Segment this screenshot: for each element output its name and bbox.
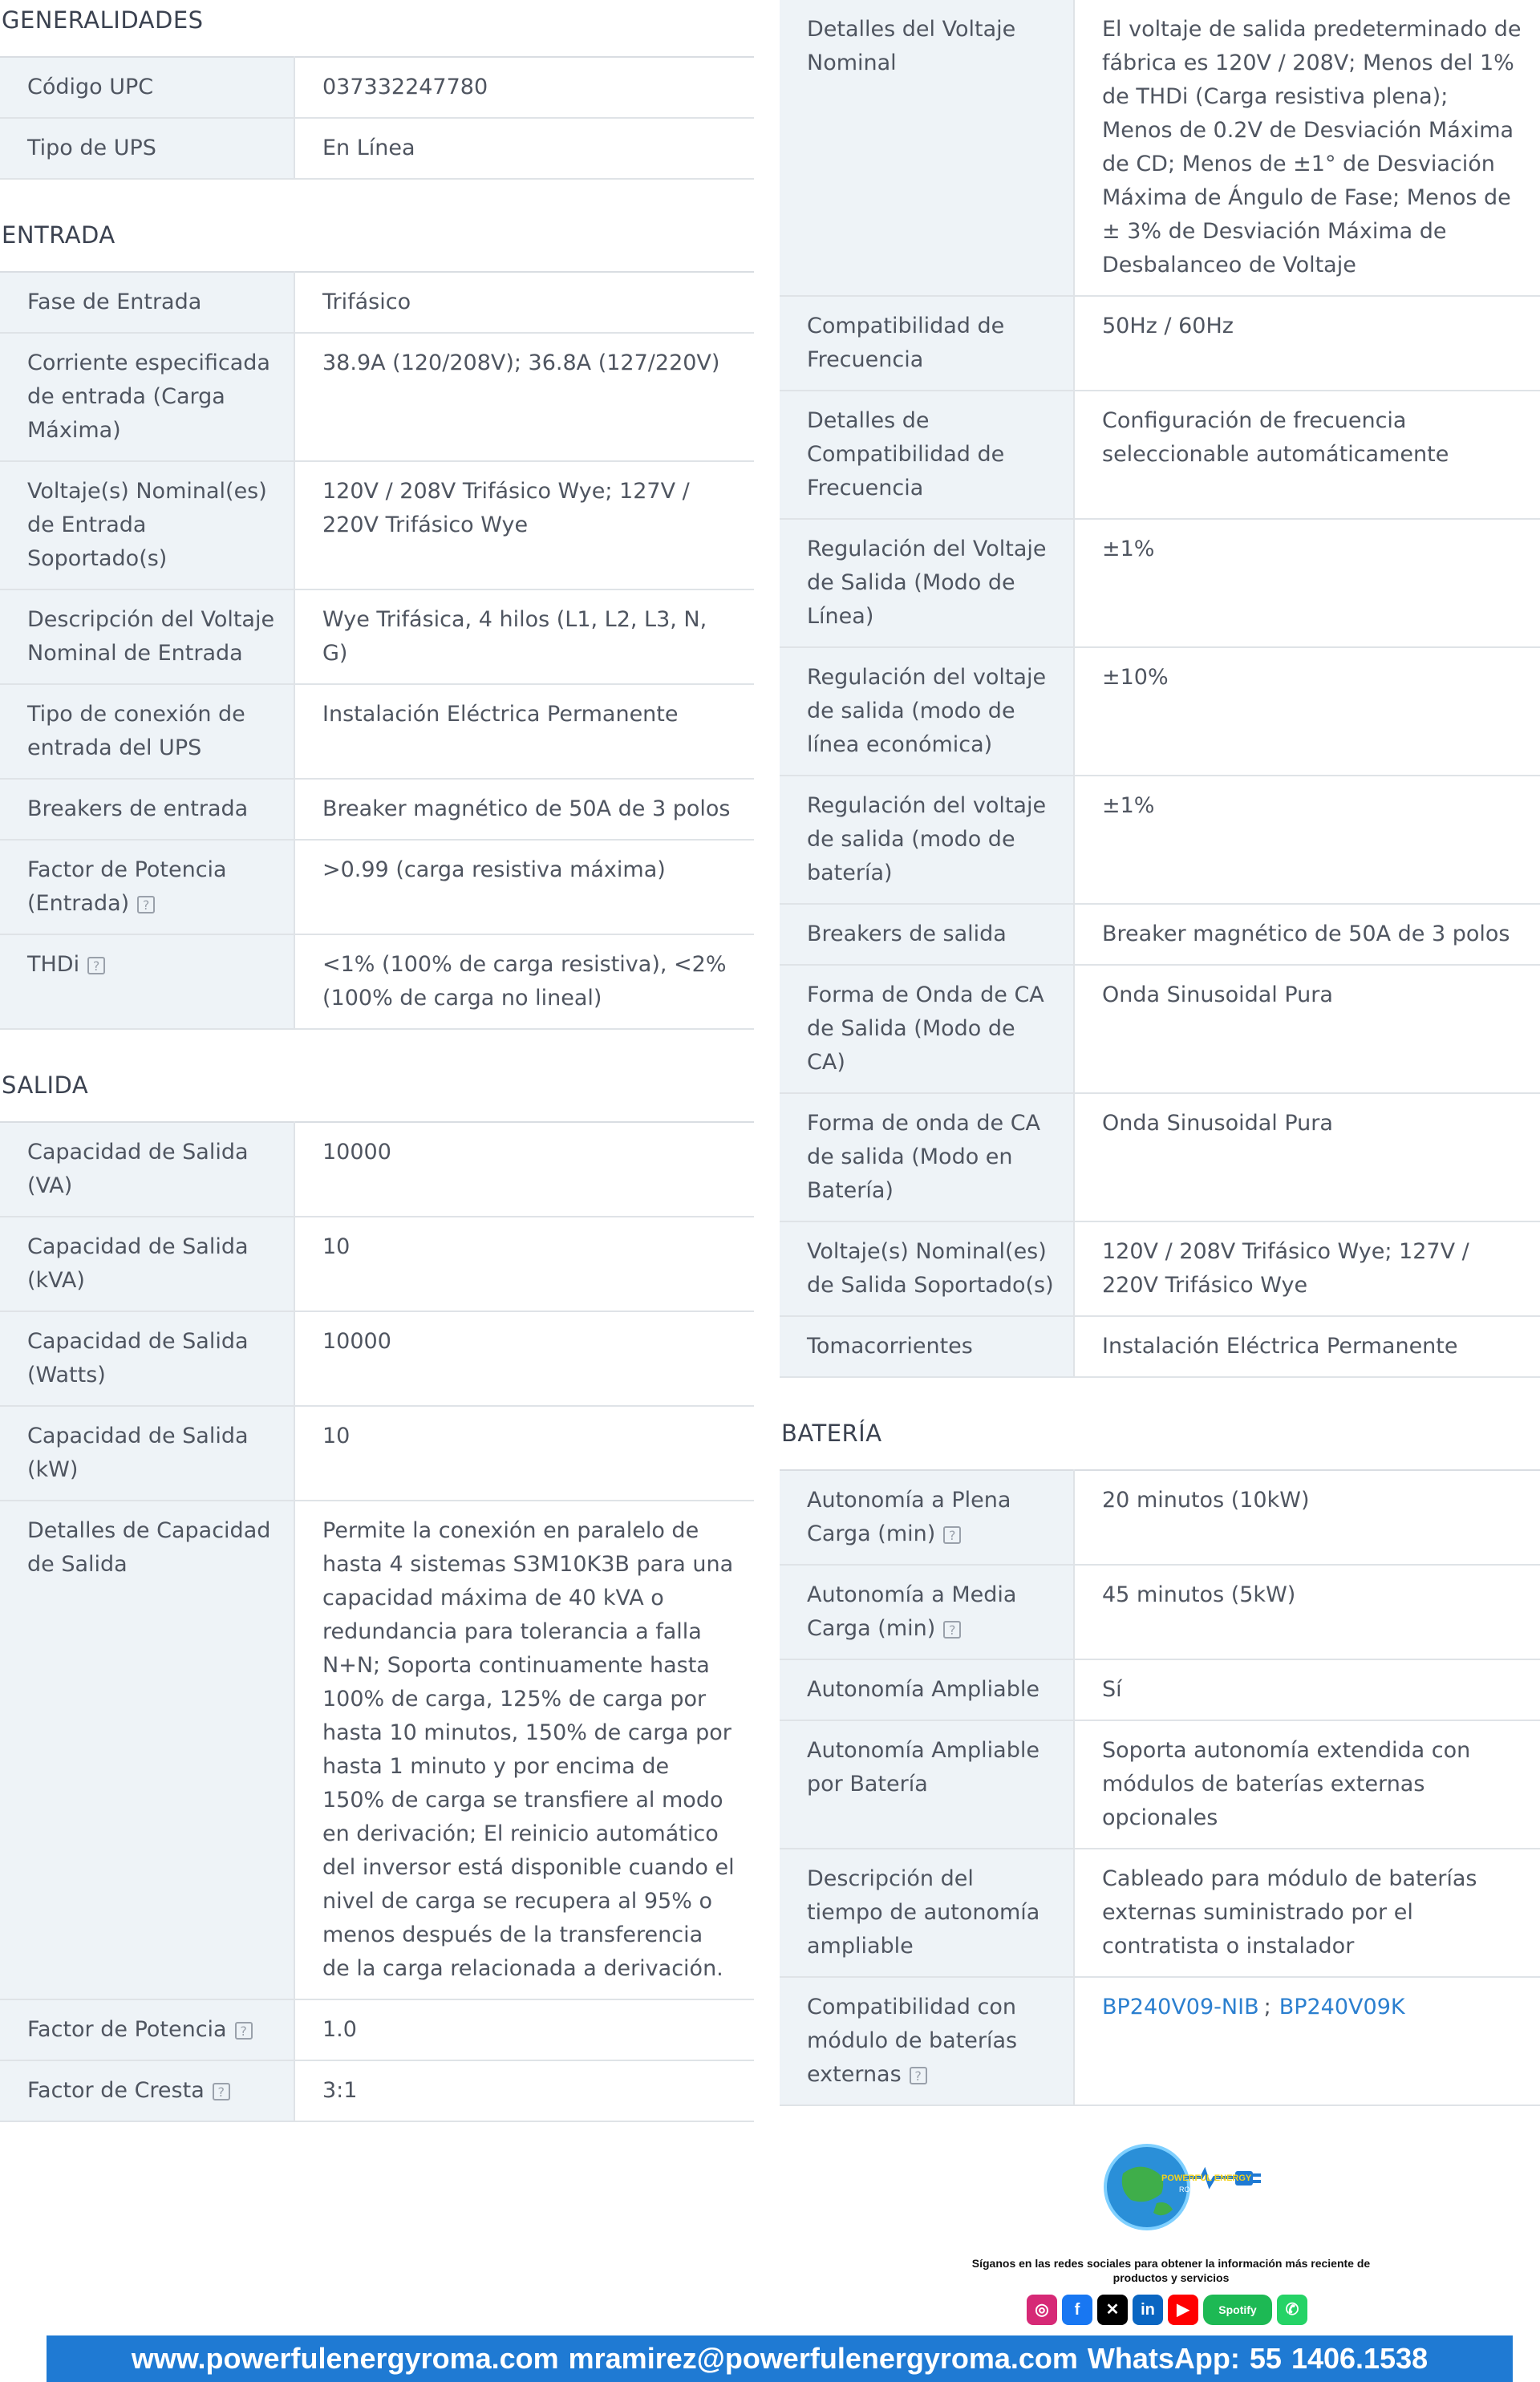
spec-value: 120V / 208V Trifásico Wye; 127V / 220V Trifásico Wye [1102, 1239, 1469, 1298]
spec-value: 10 [322, 1234, 351, 1259]
help-icon[interactable]: ? [87, 957, 105, 974]
spec-value-cell [1074, 0, 1540, 296]
spec-value-cell [1074, 1565, 1540, 1659]
social-icons [1027, 2295, 1307, 2330]
spec-row [780, 296, 1540, 391]
spec-label: Código UPC [27, 75, 154, 99]
spec-row [0, 57, 754, 118]
spec-label: Regulación del Voltaje de Salida (Modo de Línea) [807, 537, 1047, 629]
company-logo [1067, 2129, 1275, 2258]
battery-module-link-bp240v09-nib[interactable]: BP240V09-NIB [1102, 1995, 1259, 2019]
spec-value: 10 [322, 1424, 351, 1448]
spec-label: Voltaje(s) Nominal(es) de Salida Soportado(s) [807, 1239, 1054, 1298]
spec-value: 10000 [322, 1140, 391, 1165]
spec-value: Configuración de frecuencia seleccionable automáticamente [1102, 408, 1449, 467]
spec-value-cell [1074, 776, 1540, 904]
spec-label-cell [780, 1849, 1074, 1977]
spec-label-cell [0, 272, 294, 333]
spec-row [0, 272, 754, 333]
spec-value-cell [1074, 1977, 1540, 2105]
spec-value: ±1% [1102, 537, 1155, 561]
spec-label-cell [780, 1977, 1074, 2105]
spec-value-cell [294, 1406, 754, 1501]
spec-value: Permite la conexión en paralelo de hasta 4 sistemas S3M10K3B para una capacidad máxima de 40 kVA o redundancia para tolerancia a falla N+N; Soporta continuamente hasta 100% de carga, 125% de carga por hasta 10 minutos, 150% de carga por hasta 1 minuto y por encima de 150% de carga se transfiere al modo en derivación; El reinicio automático del inversor está disponible cuando el nivel de carga se recupera al 95% o menos después de la transferencia de la carga relacionada a derivación. [322, 1518, 735, 1981]
facebook-icon[interactable]: f [1062, 2295, 1092, 2325]
spec-label-cell [0, 684, 294, 779]
spec-value: Cableado para módulo de baterías externas suministrado por el contratista o instalador [1102, 1866, 1477, 1959]
instagram-icon[interactable]: ◎ [1027, 2295, 1057, 2325]
spec-label-cell [780, 647, 1074, 776]
spec-row [780, 1659, 1540, 1720]
spec-table-salida-continuacion [780, 0, 1540, 1378]
spec-label: THDi [27, 952, 80, 977]
spec-row [0, 684, 754, 779]
spec-label-cell [780, 1093, 1074, 1221]
spec-value: <1% (100% de carga resistiva), <2% (100% de carga no lineal) [322, 952, 727, 1011]
spec-table-generalidades [0, 56, 754, 180]
spec-label: Tipo de UPS [27, 136, 156, 160]
spotify-icon[interactable]: Spotify [1203, 2295, 1272, 2325]
help-icon[interactable]: ? [910, 2067, 927, 2084]
spec-label: Regulación del voltaje de salida (modo de batería) [807, 793, 1047, 885]
spec-value: El voltaje de salida predeterminado de fábrica es 120V / 208V; Menos del 1% de THDi (Carga resistiva plena); Menos de 0.2V de Desviación Máxima de CD; Menos de ±1° de Desviación Máxima de Ángulo de Fase; Menos de ± 3% de Desviación Máxima de Desbalanceo de Voltaje [1102, 17, 1522, 277]
spec-row [780, 1470, 1540, 1565]
spec-label-cell [0, 840, 294, 934]
spec-row [0, 2060, 754, 2121]
spec-value: 50Hz / 60Hz [1102, 314, 1234, 338]
spec-value-cell [1074, 519, 1540, 647]
section-spacer [0, 180, 754, 215]
help-icon[interactable]: ? [137, 896, 155, 914]
spec-label: Tipo de conexión de entrada del UPS [27, 702, 245, 760]
logo-subtext: ROMA [1179, 2186, 1201, 2194]
spec-table-salida [0, 1121, 754, 2122]
linkedin-icon[interactable]: in [1133, 2295, 1163, 2325]
spec-value-cell [294, 57, 754, 118]
x-icon[interactable]: ✕ [1097, 2295, 1128, 2325]
spec-row [780, 519, 1540, 647]
spec-label: Tomacorrientes [807, 1334, 973, 1359]
spec-label: Autonomía a Plena Carga (min) [807, 1488, 1011, 1546]
spec-label: Compatibilidad de Frecuencia [807, 314, 1005, 372]
spec-value: >0.99 (carga resistiva máxima) [322, 857, 666, 882]
spec-label-cell [780, 1565, 1074, 1659]
help-icon[interactable]: ? [943, 1526, 961, 1544]
spec-value-cell [294, 1122, 754, 1217]
spec-value: Sí [1102, 1677, 1122, 1702]
spec-row [780, 904, 1540, 965]
spec-row [780, 776, 1540, 904]
follow-text: Síganos en las redes sociales para obtener la información más reciente de productos y servicios [971, 2257, 1371, 2284]
spec-value: Instalación Eléctrica Permanente [322, 702, 679, 727]
spec-label: Forma de onda de CA de salida (Modo en Batería) [807, 1111, 1041, 1203]
spec-row [0, 934, 754, 1029]
spec-label: Autonomía a Media Carga (min) [807, 1582, 1017, 1641]
spec-label: Fase de Entrada [27, 290, 202, 314]
spec-value-cell [294, 934, 754, 1029]
spec-row [0, 333, 754, 461]
battery-module-link-bp240v09k[interactable]: BP240V09K [1279, 1995, 1405, 2019]
spec-value: 45 minutos (5kW) [1102, 1582, 1296, 1607]
spec-row [0, 1501, 754, 1999]
spec-value-cell [1074, 1659, 1540, 1720]
spec-value-cell [1074, 965, 1540, 1093]
spec-label: Regulación del voltaje de salida (modo de línea económica) [807, 665, 1047, 757]
spec-row [0, 1406, 754, 1501]
spec-label: Autonomía Ampliable por Batería [807, 1738, 1040, 1797]
spec-value: 120V / 208V Trifásico Wye; 127V / 220V Trifásico Wye [322, 479, 690, 537]
spec-value: Breaker magnético de 50A de 3 polos [322, 796, 731, 821]
spec-label: Autonomía Ampliable [807, 1677, 1040, 1702]
spec-value-cell [1074, 1093, 1540, 1221]
spec-label-cell [0, 934, 294, 1029]
spec-label-cell [0, 779, 294, 840]
spec-value: 3:1 [322, 2078, 358, 2103]
spec-label-cell [0, 2060, 294, 2121]
spec-row [780, 1720, 1540, 1849]
spec-label-cell [780, 0, 1074, 296]
spec-label: Factor de Potencia (Entrada) [27, 857, 227, 916]
spec-value: 1.0 [322, 2017, 357, 2042]
spec-row [0, 589, 754, 684]
spec-label-cell [0, 1501, 294, 1999]
help-icon[interactable]: ? [213, 2083, 230, 2100]
spec-label: Corriente especificada de entrada (Carga Máxima) [27, 350, 270, 443]
spec-value: Onda Sinusoidal Pura [1102, 982, 1333, 1007]
spec-label-cell [0, 1122, 294, 1217]
spec-value-cell [294, 1311, 754, 1406]
spec-row [780, 0, 1540, 296]
section-spacer [0, 1030, 754, 1065]
spec-value-cell [1074, 1720, 1540, 1849]
spec-label-cell [780, 519, 1074, 647]
spec-label-cell [780, 1659, 1074, 1720]
spec-label: Detalles de Compatibilidad de Frecuencia [807, 408, 1005, 500]
spec-value-cell [294, 272, 754, 333]
spec-value-cell [1074, 1221, 1540, 1316]
right-column [780, 0, 1540, 2106]
spec-value-cell [1074, 1849, 1540, 1977]
spec-label-cell [0, 118, 294, 179]
spec-label: Breakers de entrada [27, 796, 249, 821]
contact-bar: www.powerfulenergyroma.com mramirez@powerfulenergyroma.com WhatsApp: 55 1406.1538 [47, 2335, 1513, 2382]
spec-label-cell [0, 1217, 294, 1311]
spec-value: 20 minutos (10kW) [1102, 1488, 1310, 1513]
youtube-icon[interactable]: ▶ [1168, 2295, 1198, 2325]
help-icon[interactable]: ? [943, 1621, 961, 1639]
spec-table-entrada [0, 271, 754, 1030]
spec-label: Factor de Potencia [27, 2017, 227, 2042]
section-title-bateria: BATERÍA [781, 1420, 882, 1447]
spec-row [780, 965, 1540, 1093]
spec-table-bateria [780, 1469, 1540, 2106]
spec-label: Forma de Onda de CA de Salida (Modo de CA) [807, 982, 1044, 1075]
spec-row [780, 1849, 1540, 1977]
spec-label-cell [780, 1720, 1074, 1849]
spec-label-cell [0, 57, 294, 118]
spec-value-cell [1074, 1316, 1540, 1377]
spec-label: Capacidad de Salida (kVA) [27, 1234, 249, 1293]
spec-row [780, 1093, 1540, 1221]
spec-value: ±10% [1102, 665, 1169, 690]
spec-value-cell [1074, 391, 1540, 519]
spec-value-cell [294, 1999, 754, 2060]
spec-value: 38.9A (120/208V); 36.8A (127/220V) [322, 350, 720, 375]
spec-value: Onda Sinusoidal Pura [1102, 1111, 1333, 1136]
spec-label-cell [780, 391, 1074, 519]
footer [0, 2129, 1540, 2382]
section-title-entrada: ENTRADA [2, 221, 116, 249]
spec-value-cell [294, 779, 754, 840]
section-spacer [780, 1378, 1540, 1413]
spec-value-cell [294, 840, 754, 934]
spec-label: Detalles de Capacidad de Salida [27, 1518, 271, 1577]
spec-row [780, 1565, 1540, 1659]
spec-label-cell [0, 1311, 294, 1406]
spec-value-cell [294, 1217, 754, 1311]
spec-label: Capacidad de Salida (VA) [27, 1140, 249, 1198]
spec-row [0, 1311, 754, 1406]
spec-row [780, 1221, 1540, 1316]
spec-value: Instalación Eléctrica Permanente [1102, 1334, 1458, 1359]
spec-row [0, 1217, 754, 1311]
spec-row [780, 647, 1540, 776]
spec-row [0, 840, 754, 934]
help-icon[interactable]: ? [235, 2022, 253, 2040]
spec-value: Breaker magnético de 50A de 3 polos [1102, 922, 1510, 946]
spec-label-cell [0, 589, 294, 684]
spec-value: Soporta autonomía extendida con módulos de baterías externas opcionales [1102, 1738, 1471, 1830]
spec-label-cell [780, 904, 1074, 965]
spec-value-cell [294, 333, 754, 461]
spec-label-cell [780, 1470, 1074, 1565]
spec-value-cell [294, 589, 754, 684]
spec-label-cell [0, 461, 294, 589]
spec-label: Factor de Cresta [27, 2078, 205, 2103]
spec-value-cell [1074, 296, 1540, 391]
spec-label-cell [780, 296, 1074, 391]
spec-value-cell [294, 461, 754, 589]
spec-value: ±1% [1102, 793, 1155, 818]
spec-value: En Línea [322, 136, 415, 160]
spec-row [780, 1977, 1540, 2105]
spec-label-cell [0, 1999, 294, 2060]
spec-value: 037332247780 [322, 75, 488, 99]
spec-value-cell [1074, 904, 1540, 965]
spec-row [0, 1999, 754, 2060]
section-title-generalidades: GENERALIDADES [2, 6, 204, 34]
spec-label-cell [780, 965, 1074, 1093]
spec-label: Voltaje(s) Nominal(es) de Entrada Soportado(s) [27, 479, 267, 571]
spec-label-cell [780, 1221, 1074, 1316]
left-column [0, 0, 754, 2122]
spec-label: Capacidad de Salida (Watts) [27, 1329, 249, 1387]
spec-value-cell [294, 2060, 754, 2121]
spec-label-cell [0, 1406, 294, 1501]
spec-label-cell [0, 333, 294, 461]
spec-row [0, 118, 754, 179]
spec-value-cell [1074, 647, 1540, 776]
spec-value-cell [1074, 1470, 1540, 1565]
spec-value-cell [294, 118, 754, 179]
spec-row [780, 1316, 1540, 1377]
spec-row [780, 391, 1540, 519]
spec-value: Trifásico [322, 290, 411, 314]
spec-label: Compatibilidad con módulo de baterías externas [807, 1995, 1018, 2087]
spec-row [0, 1122, 754, 1217]
spec-value: Wye Trifásica, 4 hilos (L1, L2, L3, N, G) [322, 607, 707, 666]
logo-text: POWERFUL ENERGY [1161, 2173, 1252, 2183]
spec-value-cell [294, 684, 754, 779]
spec-label: Descripción del tiempo de autonomía ampliable [807, 1866, 1040, 1959]
spec-label: Breakers de salida [807, 922, 1007, 946]
whatsapp-icon[interactable]: ✆ [1277, 2295, 1307, 2325]
spec-label-cell [780, 1316, 1074, 1377]
spec-label-cell [780, 776, 1074, 904]
spec-row [0, 779, 754, 840]
section-title-salida: SALIDA [2, 1071, 89, 1099]
spec-label: Capacidad de Salida (kW) [27, 1424, 249, 1482]
spec-value-cell [294, 1501, 754, 1999]
spec-label: Descripción del Voltaje Nominal de Entrada [27, 607, 275, 666]
link-separator: ; [1263, 1995, 1271, 2019]
spec-label: Detalles del Voltaje Nominal [807, 17, 1016, 75]
spec-value: 10000 [322, 1329, 391, 1354]
spec-row [0, 461, 754, 589]
